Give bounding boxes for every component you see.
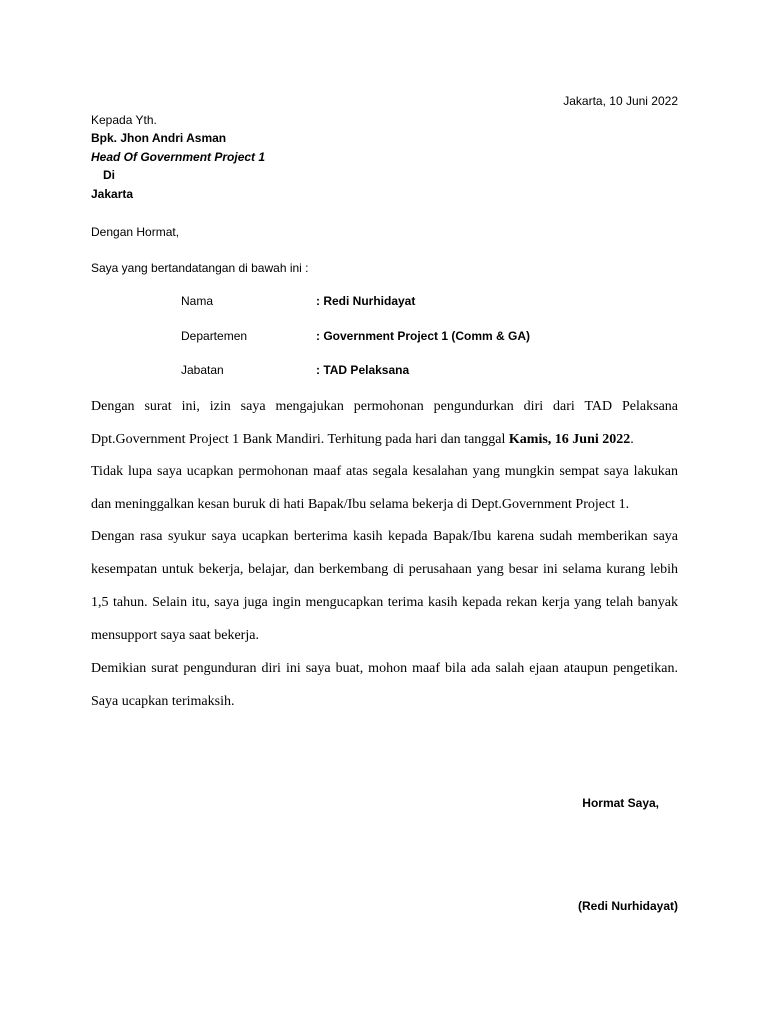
paragraph-1-text: Dengan surat ini, izin saya mengajukan permohonan pengundurkan diri dari TAD Pelaksana Dpt.Government Project 1 Bank Mandiri. Terhitung pada hari dan tanggal bbox=[91, 399, 678, 447]
body-paragraph-4: Demikian surat pengunduran diri ini saya buat, mohon maaf bila ada salah ejaan ataupun pengetikan. Saya ucapkan terimaksih. bbox=[91, 661, 678, 709]
field-label-jabatan: Jabatan bbox=[181, 363, 224, 377]
place-date: Jakarta, 10 Juni 2022 bbox=[563, 94, 678, 108]
field-label-departemen: Departemen bbox=[181, 329, 248, 343]
closing: Hormat Saya, bbox=[582, 796, 659, 810]
field-value-jabatan: : TAD Pelaksana bbox=[316, 363, 410, 377]
field-value-nama: : Redi Nurhidayat bbox=[316, 294, 416, 308]
body-paragraph-1 bbox=[91, 390, 678, 456]
intro-line: Saya yang bertandatangan di bawah ini : bbox=[91, 261, 309, 275]
signature-name: (Redi Nurhidayat) bbox=[577, 899, 678, 913]
body-paragraph-2: Tidak lupa saya ucapkan permohonan maaf atas segala kesalahan yang mungkin sempat saya lakukan dan meninggalkan kesan buruk di hati Bapak/Ibu selama bekerja di Dept.Government Project 1. bbox=[91, 464, 678, 512]
recipient-di: Di bbox=[103, 168, 115, 182]
field-value-departemen: : Government Project 1 (Comm & GA) bbox=[316, 329, 531, 343]
field-label-nama: Nama bbox=[181, 294, 214, 308]
recipient-name: Bpk. Jhon Andri Asman bbox=[91, 131, 227, 145]
recipient-title: Head Of Government Project 1 bbox=[91, 150, 266, 164]
effective-date: Kamis, 16 Juni 2022 bbox=[508, 432, 631, 447]
recipient-city: Jakarta bbox=[91, 187, 134, 201]
body-paragraph-3: Dengan rasa syukur saya ucapkan berterima kasih kepada Bapak/Ibu karena sudah memberikan saya kesempatan untuk bekerja, belajar, dan berkembang di perusahaan yang besar ini selama kurang lebih 1,5 tahun. Selain itu, saya juga ingin mengucapkan terima kasih kepada rekan kerja yang telah banyak mensupport saya saat bekerja. bbox=[91, 529, 678, 643]
paragraph-1-end: . bbox=[630, 432, 634, 447]
salutation: Dengan Hormat, bbox=[91, 225, 180, 239]
recipient-greeting: Kepada Yth. bbox=[91, 113, 157, 127]
